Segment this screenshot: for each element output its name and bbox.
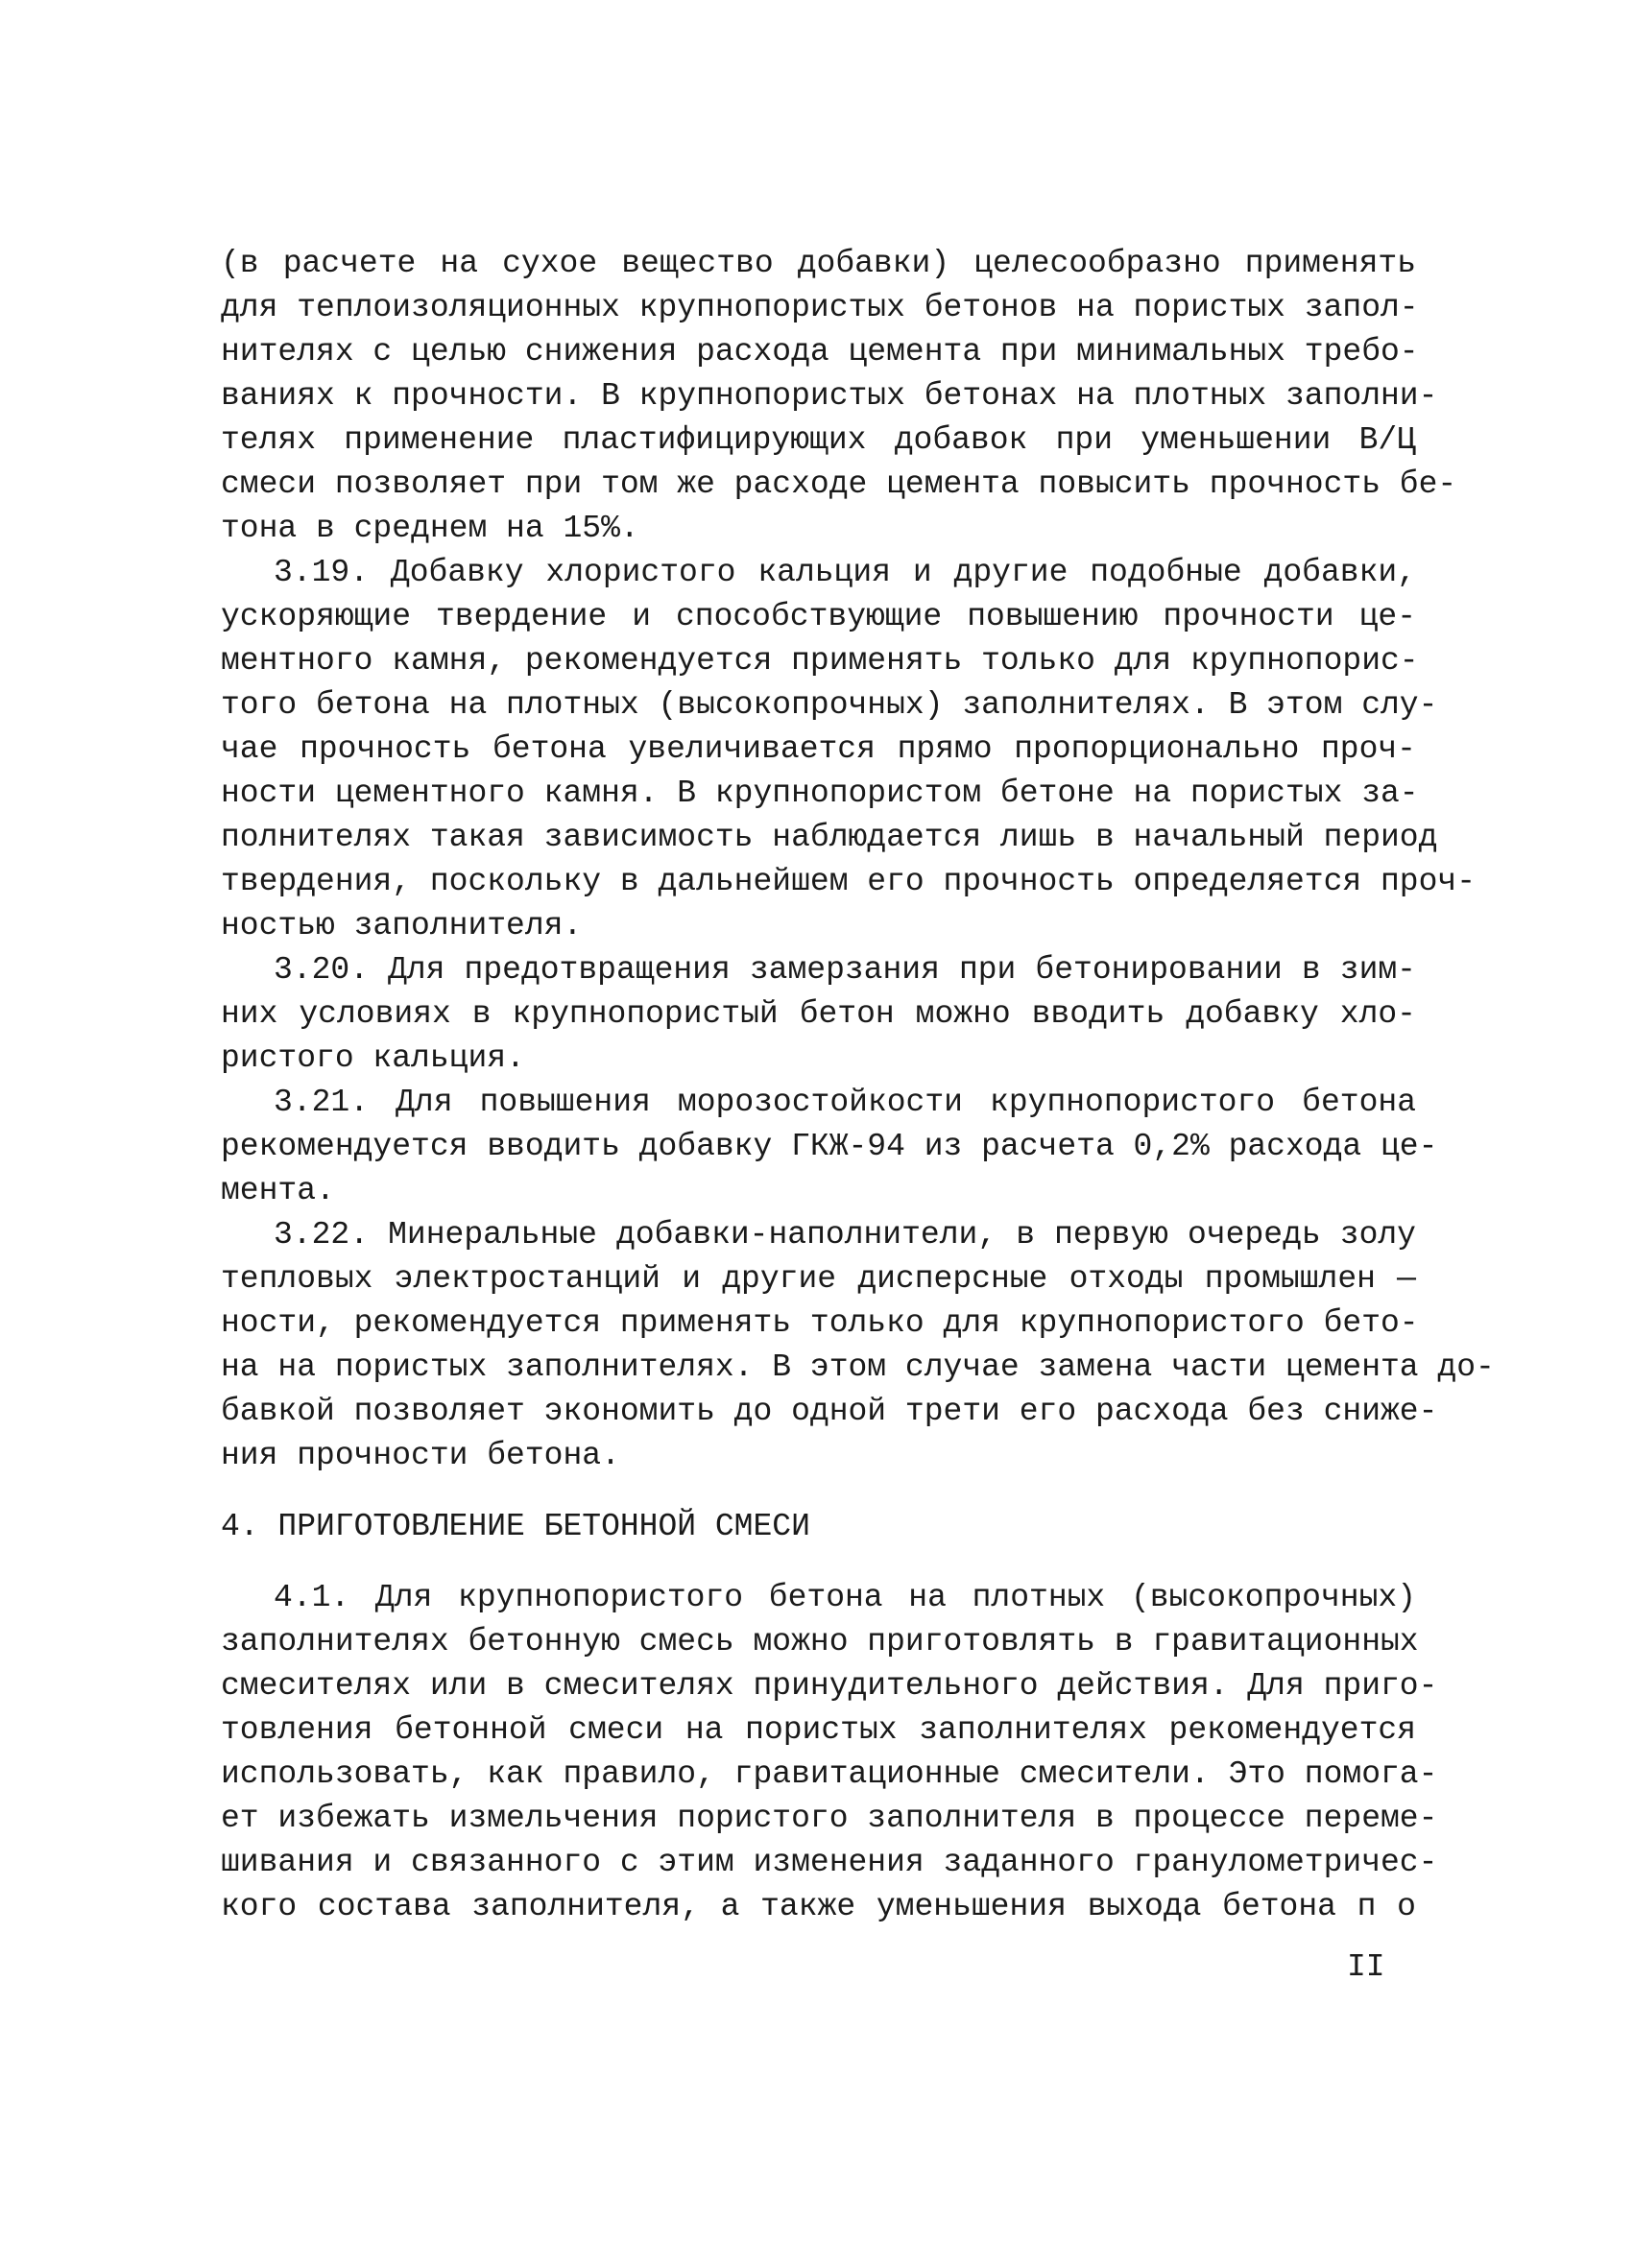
text-line: тепловых электростанций и другие дисперсные отходы промышлен —: [221, 1261, 1416, 1297]
text-line: ускоряющие твердение и способствующие повышению прочности це-: [221, 599, 1416, 634]
paragraph-3-21: [221, 1081, 1438, 1213]
document-page: [221, 242, 1495, 1929]
text-line: ваниях к прочности. В крупнопористых бетонах на плотных заполни-: [221, 378, 1438, 414]
text-line: на на пористых заполнителях. В этом случае замена части цемента до-: [221, 1349, 1495, 1385]
text-line: ет избежать измельчения пористого заполнителя в процессе переме-: [221, 1801, 1438, 1836]
text-line: заполнителях бетонную смесь можно приготовлять в гравитационных: [221, 1624, 1419, 1659]
text-line: ментного камня, рекомендуется применять только для крупнопорис-: [221, 643, 1419, 679]
paragraph-4-1: [221, 1576, 1438, 1929]
text-line: чае прочность бетона увеличивается прямо пропорционально проч-: [221, 731, 1416, 767]
text-line: 3.20. Для предотвращения замерзания при бетонировании в зим-: [274, 952, 1416, 988]
text-line: ности, рекомендуется применять только для крупнопористого бето-: [221, 1305, 1419, 1341]
paragraph-3-20: [221, 948, 1416, 1081]
text-line: 3.21. Для повышения морозостойкости крупнопористого бетона: [274, 1085, 1416, 1120]
text-line: твердения, поскольку в дальнейшем его прочность определяется проч-: [221, 864, 1477, 899]
text-line: 3.22. Минеральные добавки-наполнители, в первую очередь золу: [274, 1217, 1416, 1253]
text-line: ности цементного камня. В крупнопористом бетоне на пористых за-: [221, 776, 1419, 811]
text-line: шивания и связанного с этим изменения заданного гранулометричес-: [221, 1845, 1438, 1880]
text-line: полнителях такая зависимость наблюдается лишь в начальный период: [221, 820, 1438, 855]
text-line: нителях с целью снижения расхода цемента при минимальных требо-: [221, 334, 1419, 370]
text-line: смесителях или в смесителях принудительного действия. Для приго-: [221, 1668, 1438, 1704]
text-line: ристого кальция.: [221, 1040, 525, 1076]
paragraph-3-19: [221, 551, 1477, 948]
text-line: рекомендуется вводить добавку ГКЖ-94 из расчета 0,2% расхода це-: [221, 1129, 1438, 1164]
text-line: тона в среднем на 15%.: [221, 511, 639, 546]
text-line: ностью заполнителя.: [221, 908, 583, 943]
page-number: II: [1347, 1949, 1385, 1985]
text-line: использовать, как правило, гравитационные смесители. Это помога-: [221, 1756, 1438, 1792]
text-line: 3.19. Добавку хлористого кальция и другие подобные добавки,: [274, 555, 1416, 590]
text-line: ния прочности бетона.: [221, 1438, 620, 1473]
text-line: телях применение пластифицирующих добавок при уменьшении В/Ц: [221, 422, 1416, 458]
paragraph-3-22: [221, 1213, 1495, 1478]
text-line: товления бетонной смеси на пористых заполнителях рекомендуется: [221, 1712, 1416, 1748]
section-heading: 4. ПРИГОТОВЛЕНИЕ БЕТОННОЙ СМЕСИ: [221, 1509, 810, 1544]
text-line: бавкой позволяет экономить до одной трети его расхода без сниже-: [221, 1394, 1438, 1429]
paragraph-intro: [221, 242, 1457, 551]
text-line: кого состава заполнителя, а также уменьшения выхода бетона п о: [221, 1889, 1416, 1924]
text-line: (в расчете на сухое вещество добавки) целесообразно применять: [221, 246, 1416, 281]
text-line: 4.1. Для крупнопористого бетона на плотных (высокопрочных): [274, 1580, 1416, 1615]
text-line: смеси позволяет при том же расходе цемента повысить прочность бе-: [221, 466, 1457, 502]
text-line: того бетона на плотных (высокопрочных) заполнителях. В этом слу-: [221, 687, 1438, 723]
text-line: для теплоизоляционных крупнопористых бетонов на пористых запол-: [221, 290, 1419, 325]
text-line: мента.: [221, 1173, 335, 1208]
text-line: них условиях в крупнопористый бетон можно вводить добавку хло-: [221, 996, 1416, 1032]
